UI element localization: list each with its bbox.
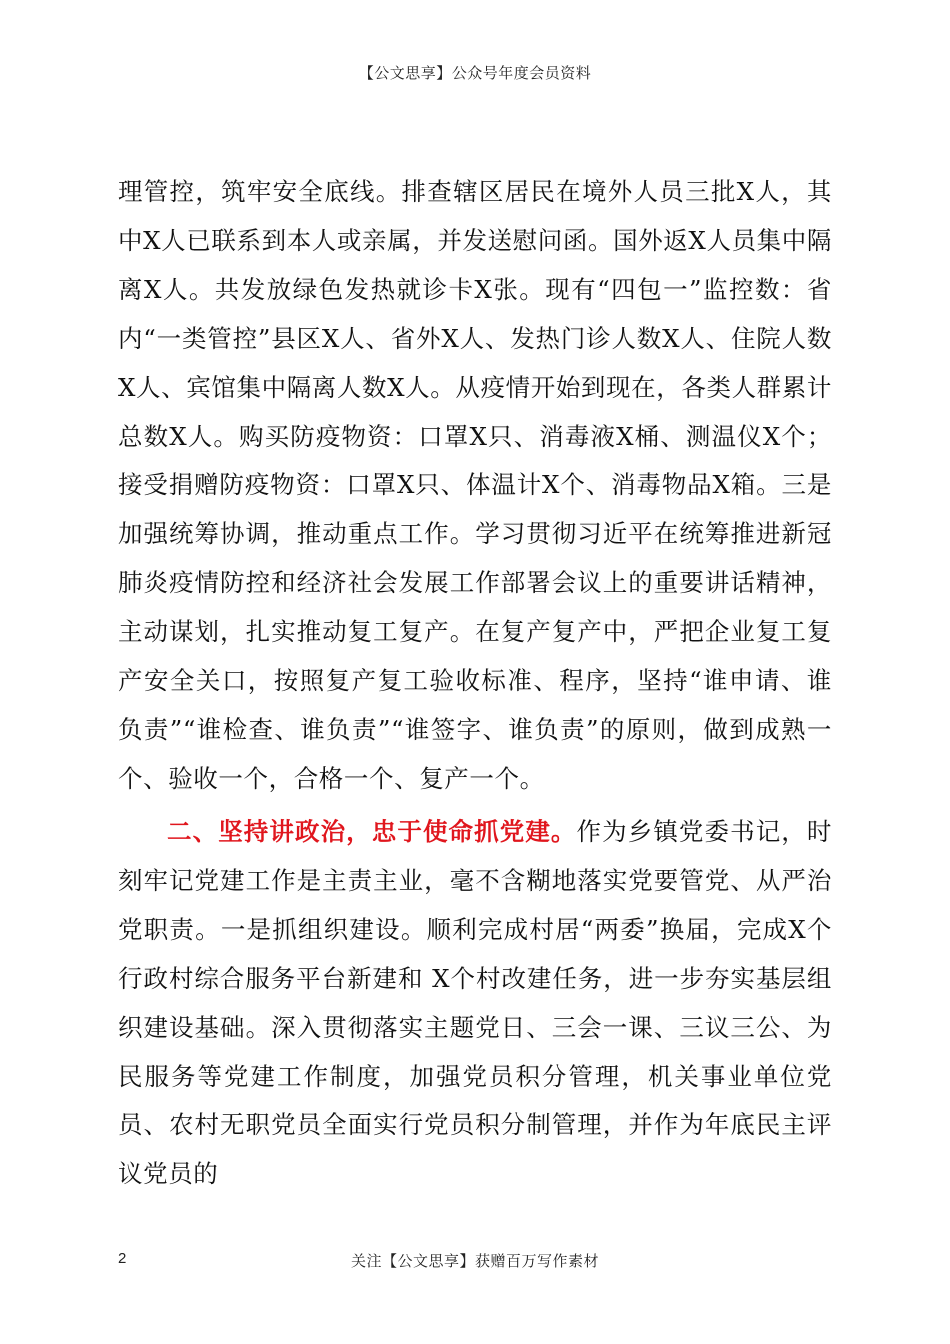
paragraph-text: 作为乡镇党委书记，时刻牢记党建工作是主责主业，毫不含糊地落实党要管党、从严治党职责。一是抓组织建设。顺利完成村居“两委”换届，完成X个行政村综合服务平台新建和 X个村改建任务，进一步夯实基层组织建设基础。深入贯彻落实主题党日、三会一课、三议三公、为民服务等党建工作制度，加强党员积分管理，机关事业单位党员、农村无职党员全面实行党员积分制管理，并作为年底民主评议党员的	[118, 817, 832, 1189]
body-paragraph-section-two	[118, 808, 832, 1199]
paragraph-text: 理管控，筑牢安全底线。排查辖区居民在境外人员三批X人，其中X人已联系到本人或亲属，并发送慰问函。国外返X人员集中隔离X人。共发放绿色发热就诊卡X张。现有“四包一”监控数：省内“一类管控”县区X人、省外X人、发热门诊人数X人、住院人数X人、宾馆集中隔离人数X人。从疫情开始到现在，各类人群累计总数X人。购买防疫物资：口罩X只、消毒液X桶、测温仪X个；接受捐赠防疫物资：口罩X只、体温计X个、消毒物品X箱。三是加强统筹协调，推动重点工作。学习贯彻习近平在统筹推进新冠肺炎疫情防控和经济社会发展工作部署会议上的重要讲话精神，主动谋划，扎实推动复工复产。在复产复产中，严把企业复工复产安全关口，按照复产复工验收标准、程序，坚持“谁申请、谁负责”“谁检查、谁负责”“谁签字、谁负责”的原则，做到成熟一个、验收一个，合格一个、复产一个。	[118, 177, 832, 793]
body-paragraph-continued	[118, 168, 832, 804]
page-footer: 关注【公文思享】获赠百万写作素材	[350, 1252, 599, 1270]
section-heading: 二、坚持讲政治，忠于使命抓党建。	[167, 817, 577, 846]
page-number: 2	[118, 1250, 127, 1267]
page-header: 【公文思享】公众号年度会员资料	[358, 64, 592, 82]
